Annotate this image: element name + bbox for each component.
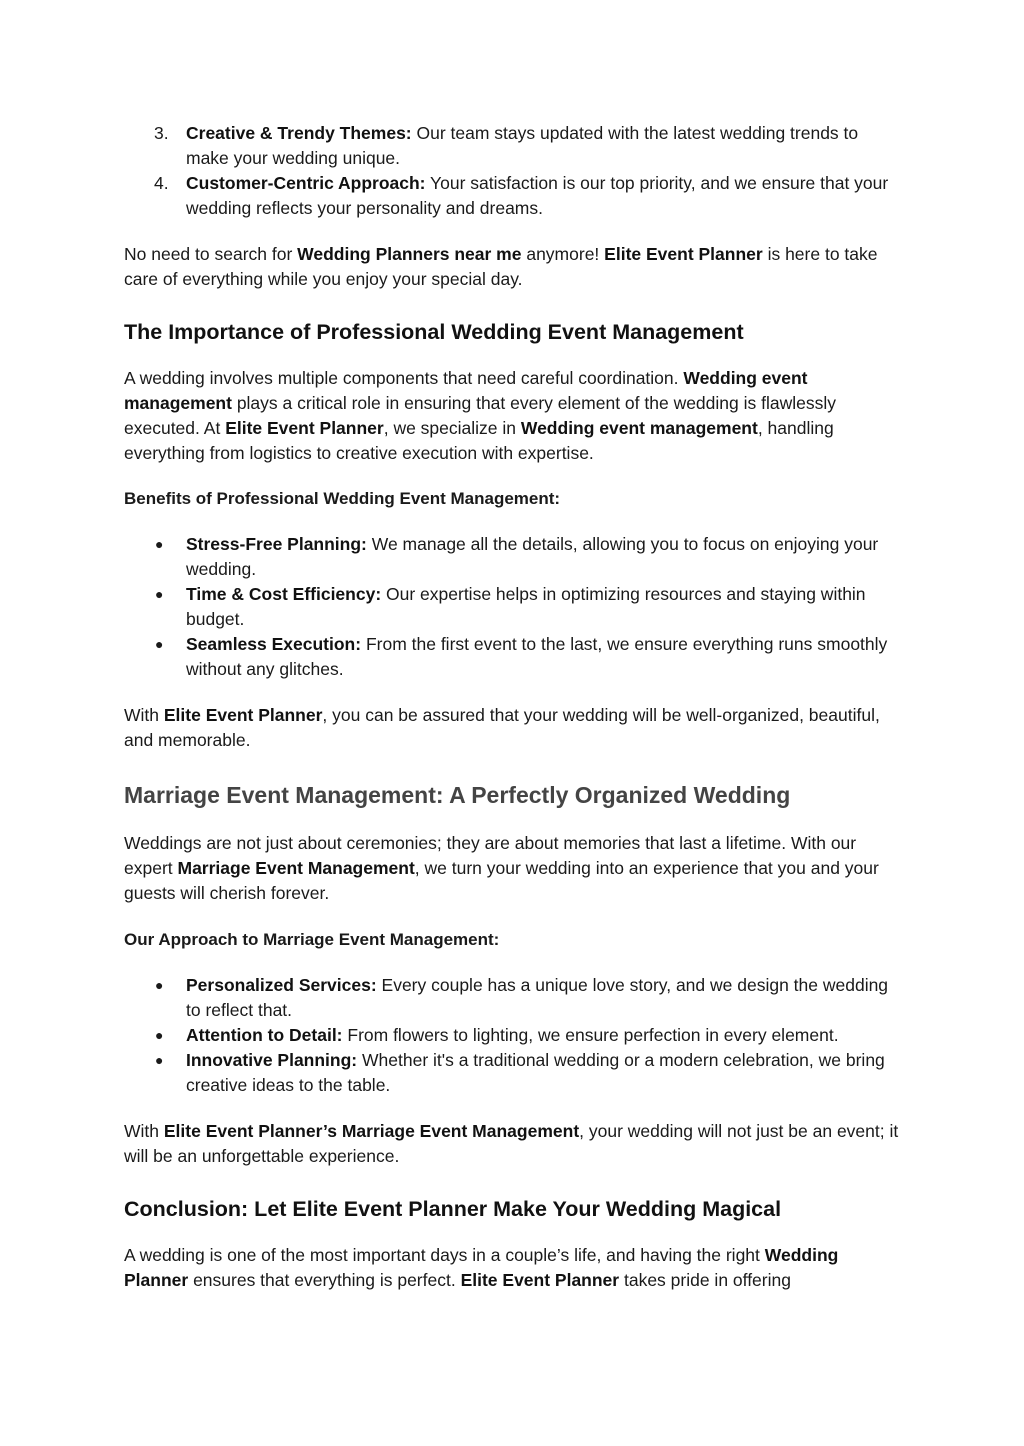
list-item-title: Time & Cost Efficiency: [186, 584, 382, 604]
subheading-approach: Our Approach to Marriage Event Management: [124, 930, 500, 949]
list-item [124, 1023, 900, 1048]
paragraph-importance: A wedding involves multiple components that need careful coordination. Wedding event management plays a critical role in ensuring that every element of the wedding is flawlessly executed. At Elite Event Planner, we specialize in Wedding event management, handling everything from logistics to creative execution with expertise. [124, 368, 836, 463]
list-item [124, 973, 900, 1023]
document-page [124, 121, 900, 1293]
paragraph-near-me: No need to search for Wedding Planners near me anymore! Elite Event Planner is here to take care of everything while you enjoy your special day. [124, 244, 878, 289]
list-item-title: Stress-Free Planning: [186, 534, 367, 554]
list-item-text: Every couple has a unique love story, and we design the wedding to reflect that. [186, 975, 889, 1020]
list-item-title: Innovative Planning: [186, 1050, 358, 1070]
bullet-icon: ● [155, 977, 164, 993]
paragraph-conclusion: A wedding is one of the most important days in a couple’s life, and having the right Wedding Planner ensures that everything is perfect. Elite Event Planner takes pride in offering [124, 1245, 839, 1290]
list-item [124, 582, 900, 632]
list-item-title: Creative & Trendy Themes: [186, 123, 412, 143]
bullet-list-approach [124, 973, 900, 1098]
bullet-icon: ● [155, 1052, 164, 1068]
section-heading-importance: The Importance of Professional Wedding Event Management [124, 320, 744, 344]
list-item-text: Our team stays updated with the latest wedding trends to make your wedding unique. [186, 123, 859, 168]
list-number: 3. [154, 123, 169, 143]
list-item [124, 171, 900, 221]
paragraph-importance-closing: With Elite Event Planner, you can be assured that your wedding will be well-organized, beautiful, and memorable. [124, 705, 880, 750]
list-item-title: Attention to Detail: [186, 1025, 343, 1045]
paragraph-marriage-closing: With Elite Event Planner’s Marriage Event Management, your wedding will not just be an event; it will be an unforgettable experience. [124, 1121, 899, 1166]
list-item-text: Our expertise helps in optimizing resources and staying within budget. [186, 584, 866, 629]
subheading-benefits: Benefits of Professional Wedding Event Management: [124, 489, 561, 508]
list-item-title: Personalized Services: [186, 975, 377, 995]
list-item-text: We manage all the details, allowing you to focus on enjoying your wedding. [186, 534, 879, 579]
section-heading-conclusion: Conclusion: Let Elite Event Planner Make Your Wedding Magical [124, 1197, 782, 1221]
list-item [124, 532, 900, 582]
paragraph-marriage: Weddings are not just about ceremonies; they are about memories that last a lifetime. With our expert Marriage Event Management, we turn your wedding into an experience that you and your guests will cherish forever. [124, 833, 879, 903]
bullet-list-benefits [124, 532, 900, 682]
list-item [124, 121, 900, 171]
list-item-title: Seamless Execution: [186, 634, 362, 654]
list-item [124, 632, 900, 682]
list-item [124, 1048, 900, 1098]
list-number: 4. [154, 173, 169, 193]
bullet-icon: ● [155, 636, 164, 652]
bullet-icon: ● [155, 1027, 164, 1043]
section-heading-marriage: Marriage Event Management: A Perfectly Organized Wedding [124, 782, 791, 808]
numbered-list [124, 121, 900, 221]
bullet-icon: ● [155, 586, 164, 602]
list-item-text: Whether it's a traditional wedding or a modern celebration, we bring creative ideas to the table. [186, 1050, 885, 1095]
list-item-text: From the first event to the last, we ensure everything runs smoothly without any glitches. [186, 634, 888, 679]
list-item-title: Customer-Centric Approach: [186, 173, 426, 193]
list-item-text: From flowers to lighting, we ensure perfection in every element. [342, 1025, 839, 1045]
bullet-icon: ● [155, 536, 164, 552]
list-item-text: Your satisfaction is our top priority, and we ensure that your wedding reflects your personality and dreams. [186, 173, 889, 218]
